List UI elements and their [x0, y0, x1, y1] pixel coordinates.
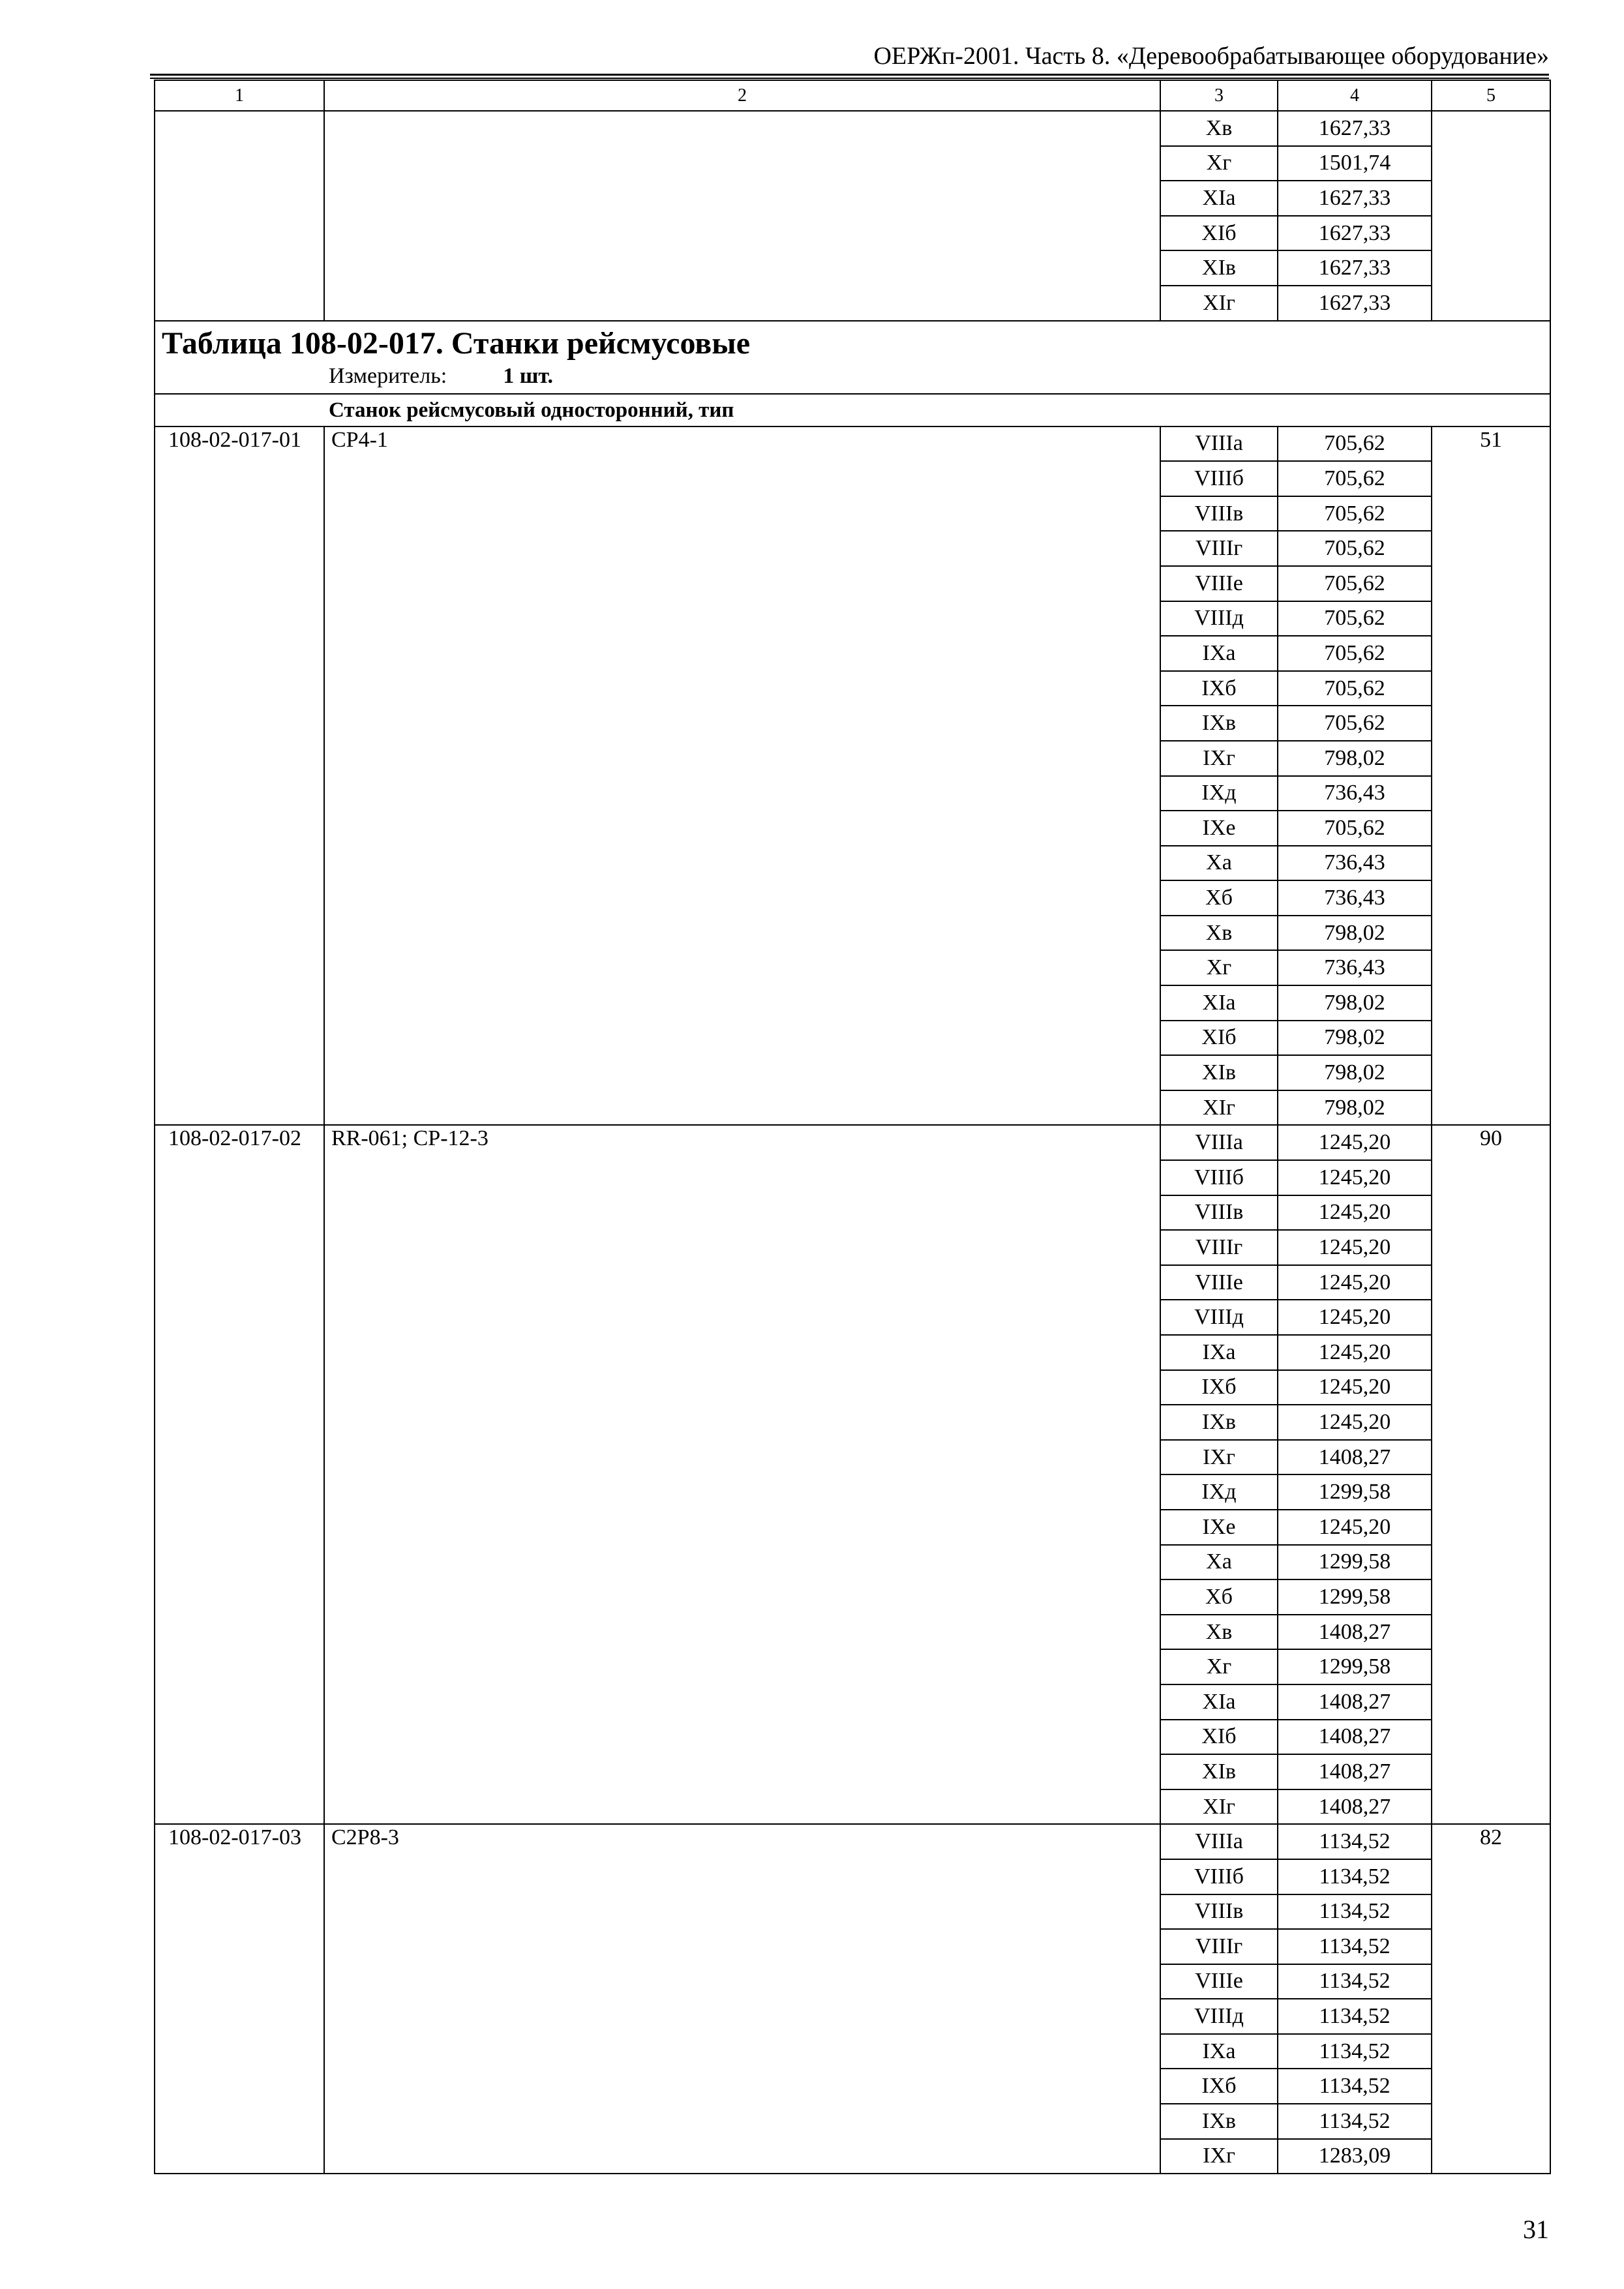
price-cell: 736,43	[1278, 950, 1432, 985]
price-cell: 1245,20	[1278, 1265, 1432, 1300]
zone-cell: VIIIа	[1160, 1824, 1278, 1859]
zone-cell: VIIIв	[1160, 1195, 1278, 1231]
column-number-4: 4	[1278, 80, 1432, 111]
zone-cell: IХе	[1160, 1510, 1278, 1545]
price-cell: 1134,52	[1278, 1964, 1432, 1999]
zone-cell: IХа	[1160, 2034, 1278, 2069]
price-cell: 1627,33	[1278, 111, 1432, 146]
price-cell: 705,62	[1278, 566, 1432, 601]
page-number: 31	[1523, 2215, 1549, 2244]
zone-cell: IХг	[1160, 741, 1278, 776]
price-table-body	[155, 80, 1550, 2174]
price-cell: 1408,27	[1278, 1720, 1432, 1755]
price-cell: 1134,52	[1278, 1929, 1432, 1964]
price-cell: 1408,27	[1278, 1440, 1432, 1475]
zone-cell: VIIIг	[1160, 531, 1278, 566]
column-number-row	[155, 80, 1550, 111]
price-cell: 798,02	[1278, 1021, 1432, 1056]
price-cell: 1501,74	[1278, 146, 1432, 181]
price-cell: 705,62	[1278, 426, 1432, 462]
price-cell: 1245,20	[1278, 1195, 1432, 1231]
item-name: СР4-1	[324, 426, 1160, 1126]
item-name: RR-061; СР-12-3	[324, 1125, 1160, 1824]
zone-cell: VIIIе	[1160, 1265, 1278, 1300]
price-cell: 1408,27	[1278, 1684, 1432, 1720]
zone-cell: IХб	[1160, 1370, 1278, 1405]
item-col5: 51	[1432, 426, 1550, 1126]
price-cell: 705,62	[1278, 461, 1432, 496]
zone-cell: VIIIб	[1160, 461, 1278, 496]
table-row	[155, 1125, 1550, 1160]
zone-cell: IХб	[1160, 2069, 1278, 2104]
price-cell: 798,02	[1278, 985, 1432, 1021]
group-title: Станок рейсмусовый односторонний, тип	[155, 394, 1550, 426]
price-cell: 1408,27	[1278, 1754, 1432, 1789]
price-cell: 798,02	[1278, 1055, 1432, 1090]
price-cell: 736,43	[1278, 776, 1432, 811]
price-cell: 1245,20	[1278, 1230, 1432, 1265]
zone-cell: Хв	[1160, 916, 1278, 951]
zone-cell: Хб	[1160, 880, 1278, 916]
price-cell: 1245,20	[1278, 1370, 1432, 1405]
item-col5: 82	[1432, 1824, 1550, 2174]
table-title-row	[155, 321, 1550, 394]
zone-cell: Хг	[1160, 950, 1278, 985]
zone-cell: Хг	[1160, 1649, 1278, 1684]
price-cell: 1134,52	[1278, 2104, 1432, 2139]
header-rule	[150, 74, 1549, 76]
zone-cell: ХIг	[1160, 1090, 1278, 1126]
price-cell: 1245,20	[1278, 1125, 1432, 1160]
zone-cell: IХв	[1160, 2104, 1278, 2139]
price-cell: 798,02	[1278, 741, 1432, 776]
column-number-1: 1	[155, 80, 324, 111]
zone-cell: IХг	[1160, 2139, 1278, 2174]
zone-cell: ХIб	[1160, 216, 1278, 251]
zone-cell: IХб	[1160, 671, 1278, 706]
zone-cell: ХIг	[1160, 286, 1278, 321]
price-cell: 1245,20	[1278, 1405, 1432, 1440]
price-cell: 1627,33	[1278, 250, 1432, 286]
price-cell: 1245,20	[1278, 1300, 1432, 1335]
item-name: С2Р8-3	[324, 1824, 1160, 2174]
zone-cell: VIIIа	[1160, 1125, 1278, 1160]
price-cell: 1134,52	[1278, 1859, 1432, 1894]
measure-value: 1 шт.	[503, 363, 554, 388]
header-rule-secondary	[150, 78, 1549, 79]
zone-cell: IХд	[1160, 1474, 1278, 1510]
price-cell: 1627,33	[1278, 216, 1432, 251]
zone-cell: ХIв	[1160, 1055, 1278, 1090]
item-col5: 90	[1432, 1125, 1550, 1824]
price-cell: 1245,20	[1278, 1335, 1432, 1370]
price-cell: 1245,20	[1278, 1160, 1432, 1195]
code-cell	[155, 111, 324, 321]
item-code: 108-02-017-01	[155, 426, 324, 1126]
zone-cell: IХг	[1160, 1440, 1278, 1475]
col5-cell	[1432, 111, 1550, 321]
price-cell: 736,43	[1278, 846, 1432, 881]
zone-cell: IХа	[1160, 1335, 1278, 1370]
zone-cell: VIIIе	[1160, 1964, 1278, 1999]
price-cell: 1283,09	[1278, 2139, 1432, 2174]
zone-cell: ХIв	[1160, 1754, 1278, 1789]
price-cell: 798,02	[1278, 916, 1432, 951]
measure-label: Измеритель:	[329, 363, 447, 388]
zone-cell: Хг	[1160, 146, 1278, 181]
column-number-5: 5	[1432, 80, 1550, 111]
price-cell: 705,62	[1278, 706, 1432, 741]
zone-cell: Хб	[1160, 1579, 1278, 1615]
price-cell: 705,62	[1278, 496, 1432, 531]
price-cell: 1134,52	[1278, 1999, 1432, 2034]
zone-cell: ХIб	[1160, 1720, 1278, 1755]
price-cell: 1134,52	[1278, 1824, 1432, 1859]
zone-cell: IХе	[1160, 811, 1278, 846]
price-cell: 705,62	[1278, 811, 1432, 846]
table-row	[155, 111, 1550, 146]
column-number-3: 3	[1160, 80, 1278, 111]
zone-cell: VIIIд	[1160, 1300, 1278, 1335]
zone-cell: ХIб	[1160, 1021, 1278, 1056]
zone-cell: IХв	[1160, 706, 1278, 741]
price-cell: 798,02	[1278, 1090, 1432, 1126]
zone-cell: Ха	[1160, 846, 1278, 881]
price-cell: 1627,33	[1278, 181, 1432, 216]
zone-cell: VIIIг	[1160, 1929, 1278, 1964]
zone-cell: ХIа	[1160, 985, 1278, 1021]
price-cell: 705,62	[1278, 671, 1432, 706]
zone-cell: Хв	[1160, 111, 1278, 146]
table-row	[155, 1824, 1550, 1859]
zone-cell: VIIIб	[1160, 1859, 1278, 1894]
zone-cell: VIIIг	[1160, 1230, 1278, 1265]
price-cell: 1408,27	[1278, 1789, 1432, 1825]
item-code: 108-02-017-02	[155, 1125, 324, 1824]
column-number-2: 2	[324, 80, 1160, 111]
price-cell: 1299,58	[1278, 1649, 1432, 1684]
table-row	[155, 426, 1550, 462]
measure-line	[329, 363, 1550, 389]
zone-cell: IХв	[1160, 1405, 1278, 1440]
zone-cell: ХIа	[1160, 1684, 1278, 1720]
price-cell: 1134,52	[1278, 2069, 1432, 2104]
price-cell: 1408,27	[1278, 1615, 1432, 1650]
table-title: Таблица 108-02-017. Станки рейсмусовые	[162, 325, 750, 361]
price-cell: 1245,20	[1278, 1510, 1432, 1545]
zone-cell: Хв	[1160, 1615, 1278, 1650]
price-cell: 1299,58	[1278, 1579, 1432, 1615]
zone-cell: IХд	[1160, 776, 1278, 811]
zone-cell: VIIIд	[1160, 1999, 1278, 2034]
price-cell: 705,62	[1278, 531, 1432, 566]
zone-cell: IХа	[1160, 636, 1278, 671]
table-title-cell	[155, 321, 1550, 394]
zone-cell: VIIIд	[1160, 601, 1278, 636]
group-title-row	[155, 394, 1550, 426]
zone-cell: VIIIв	[1160, 496, 1278, 531]
zone-cell: VIIIб	[1160, 1160, 1278, 1195]
zone-cell: Ха	[1160, 1545, 1278, 1580]
zone-cell: ХIв	[1160, 250, 1278, 286]
price-cell: 1134,52	[1278, 2034, 1432, 2069]
zone-cell: VIIIа	[1160, 426, 1278, 462]
price-cell: 1299,58	[1278, 1545, 1432, 1580]
zone-cell: VIIIе	[1160, 566, 1278, 601]
zone-cell: ХIг	[1160, 1789, 1278, 1825]
price-cell: 1299,58	[1278, 1474, 1432, 1510]
zone-cell: ХIа	[1160, 181, 1278, 216]
price-cell: 1627,33	[1278, 286, 1432, 321]
price-cell: 1134,52	[1278, 1894, 1432, 1930]
item-code: 108-02-017-03	[155, 1824, 324, 2174]
name-cell	[324, 111, 1160, 321]
zone-cell: VIIIв	[1160, 1894, 1278, 1930]
price-cell: 736,43	[1278, 880, 1432, 916]
price-table	[154, 80, 1551, 2174]
price-cell: 705,62	[1278, 636, 1432, 671]
document-header: ОЕРЖп-2001. Часть 8. «Деревообрабатывающее оборудование»	[873, 42, 1549, 70]
price-cell: 705,62	[1278, 601, 1432, 636]
